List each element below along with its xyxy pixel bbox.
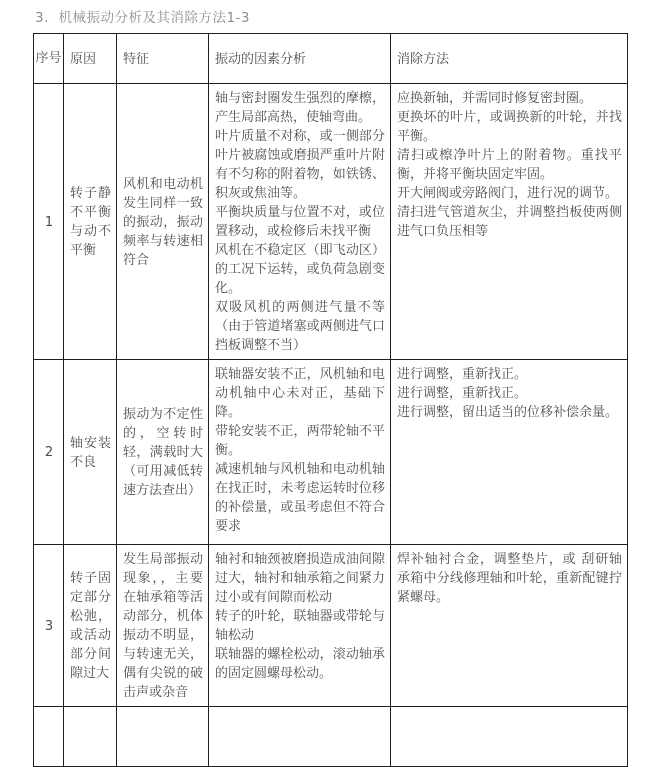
solution-cell [391, 707, 628, 767]
solution-cell: 进行调整，重新找正。 进行调整，重新找正。 进行调整，留出适当的位移补偿余量。 [391, 360, 628, 545]
row-number-cell: 3 [34, 545, 64, 707]
table-row [34, 360, 628, 545]
analysis-cell [209, 707, 391, 767]
analysis-cell: 轴与密封圈发生强烈的摩檫，产生局部高热，使轴弯曲。 叶片质量不对称，或一侧部分叶片被腐蚀或磨损严重叶片附有不匀称的附着物，如铁锈、积灰或焦油等。 平衡块质量与位置不对，或位置移动，或检修后未找平衡 风机在不稳定区（即飞动区）的工况下运转，或负荷急剧变化。 双吸风机的两侧进气量不等（由于管道堵塞或两侧进气口挡板调整不当） [209, 84, 391, 360]
analysis-cell: 轴衬和轴颈被磨损造成油间隙过大，轴衬和轴承箱之间紧力过小或有间隙而松动 转子的叶轮，联轴器或带轮与轴松动 联轴器的螺栓松动，滚动轴承的固定圆螺母松动。 [209, 545, 391, 707]
page-title: 3. 机械振动分析及其消除方法1-3 [35, 10, 251, 26]
vibration-analysis-table [33, 33, 628, 767]
column-header-cause: 原因 [64, 34, 117, 84]
column-header-analysis: 振动的因素分析 [209, 34, 391, 84]
column-header-solution: 消除方法 [391, 34, 628, 84]
solution-cell: 焊补轴衬合金，调整垫片，或 刮研轴承箱中分线修理轴和叶轮，重新配键拧紧螺母。 [391, 545, 628, 707]
table-header-row [34, 34, 628, 84]
feature-cell: 振动为不定性的，空转时轻，满载时大（可用减低转速方法查出） [117, 360, 209, 545]
column-header-no: 序号 [34, 34, 64, 84]
feature-cell [117, 707, 209, 767]
cause-cell: 转子固定部分松弛，或活动部分间隙过大 [64, 545, 117, 707]
column-header-feature: 特征 [117, 34, 209, 84]
table-row [34, 84, 628, 360]
table-row-clipped [34, 707, 628, 767]
table-row [34, 545, 628, 707]
cause-cell: 转子静不平衡与动不平衡 [64, 84, 117, 360]
feature-cell: 风机和电动机发生同样一致的振动，振动频率与转速相符合 [117, 84, 209, 360]
row-number-cell: 1 [34, 84, 64, 360]
row-number-cell: 2 [34, 360, 64, 545]
cause-cell: 轴安装不良 [64, 360, 117, 545]
row-number-cell [34, 707, 64, 767]
cause-cell [64, 707, 117, 767]
feature-cell: 发生局部振动现象，，主要在轴承箱等活动部分，机体振动不明显，与转速无关，偶有尖锐的破击声或杂音 [117, 545, 209, 707]
analysis-cell: 联轴器安装不正，风机轴和电动机轴中心未对正，基础下降。 带轮安装不正，两带轮轴不平衡。 减速机轴与风机轴和电动机轴在找正时，未考虑运转时位移的补偿量，或虽考虑但不符合要求 [209, 360, 391, 545]
solution-cell: 应换新轴，并需同时修复密封圈。 更换坏的叶片，或调换新的叶轮，并找平衡。 清扫或檫净叶片上的附着物。重找平衡，并将平衡块固定牢固。 开大闸阀或旁路阀门，进行况的调节。 清扫进气管道灰尘，并调整挡板使两侧进气口负压相等 [391, 84, 628, 360]
